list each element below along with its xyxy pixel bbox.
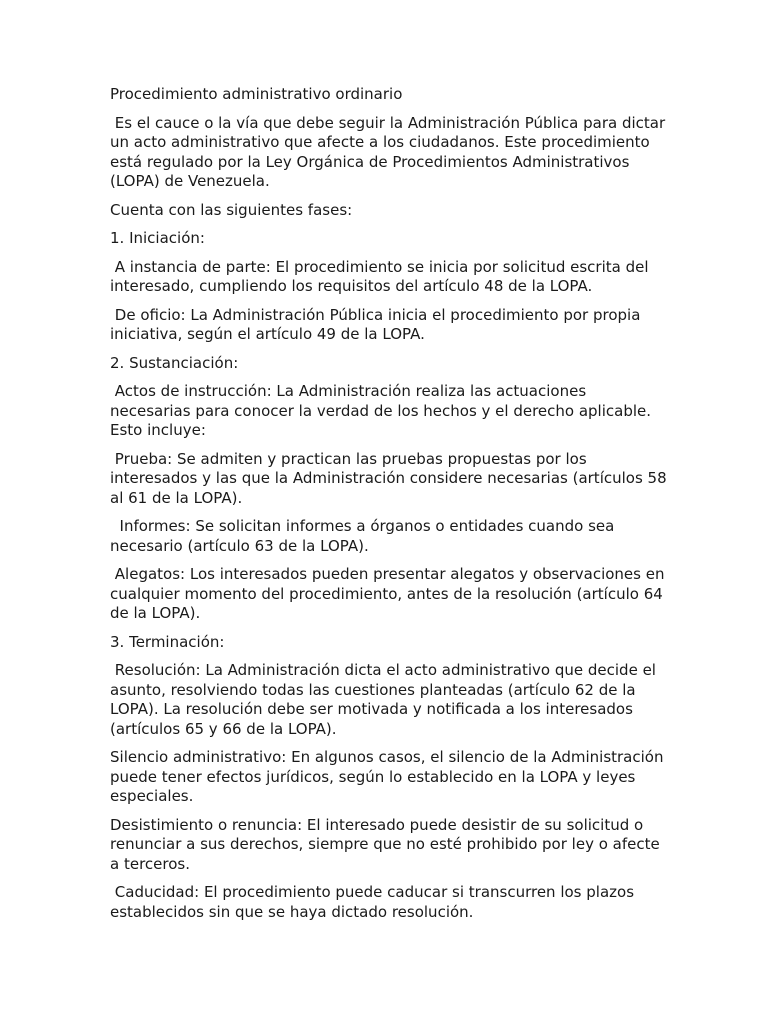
- paragraph-definition: Es el cauce o la vía que debe seguir la Administración Pública para dictar un acto administrativo que afecte a los ciudadanos. Este procedimiento está regulado por la Ley Orgánica de Procedimientos Administrativos (LOPA) de Venezuela.: [110, 113, 670, 190]
- paragraph-phases-intro: Cuenta con las siguientes fases:: [110, 200, 353, 219]
- paragraph-prueba: Prueba: Se admiten y practican las pruebas propuestas por los interesados y las que la Administración considere necesarias (artículos 58 al 61 de la LOPA).: [110, 449, 672, 507]
- paragraph-informes: Informes: Se solicitan informes a órganos o entidades cuando sea necesario (artículo 63 de la LOPA).: [110, 517, 620, 555]
- document-page: [110, 85, 670, 931]
- heading-sustanciacion: 2. Sustanciación:: [110, 353, 239, 372]
- heading-terminacion: 3. Terminación:: [110, 632, 225, 651]
- paragraph-desistimiento: Desistimiento o renuncia: El interesado puede desistir de su solicitud o renunciar a sus derechos, siempre que no esté prohibido por ley o afecte a terceros.: [110, 815, 665, 873]
- paragraph-caducidad: Caducidad: El procedimiento puede caducar si transcurren los plazos establecidos sin que se haya dictado resolución.: [110, 883, 639, 921]
- document-title: Procedimiento administrativo ordinario: [110, 85, 403, 103]
- heading-iniciacion: 1. Iniciación:: [110, 229, 205, 247]
- paragraph-actos-de-instruccion: Actos de instrucción: La Administración realiza las actuaciones necesarias para conocer la verdad de los hechos y el derecho aplicable. Esto incluye:: [110, 382, 656, 439]
- paragraph-instancia-de-parte: A instancia de parte: El procedimiento se inicia por solicitud escrita del interesado, cumpliendo los requisitos del artículo 48 de la LOPA.: [110, 257, 654, 295]
- paragraph-de-oficio: De oficio: La Administración Pública inicia el procedimiento por propia iniciativa, según el artículo 49 de la LOPA.: [110, 305, 646, 343]
- paragraph-resolucion: Resolución: La Administración dicta el acto administrativo que decide el asunto, resolviendo todas las cuestiones planteadas (artículo 62 de la LOPA). La resolución debe ser motivada y notificada a los interesados (artículos 65 y 66 de la LOPA).: [110, 661, 661, 738]
- paragraph-alegatos: Alegatos: Los interesados pueden presentar alegatos y observaciones en cualquier momento del procedimiento, antes de la resolución (artículo 64 de la LOPA).: [110, 565, 670, 622]
- paragraph-silencio-administrativo: Silencio administrativo: En algunos casos, el silencio de la Administración puede tener efectos jurídicos, según lo establecido en la LOPA y leyes especiales.: [110, 748, 669, 805]
